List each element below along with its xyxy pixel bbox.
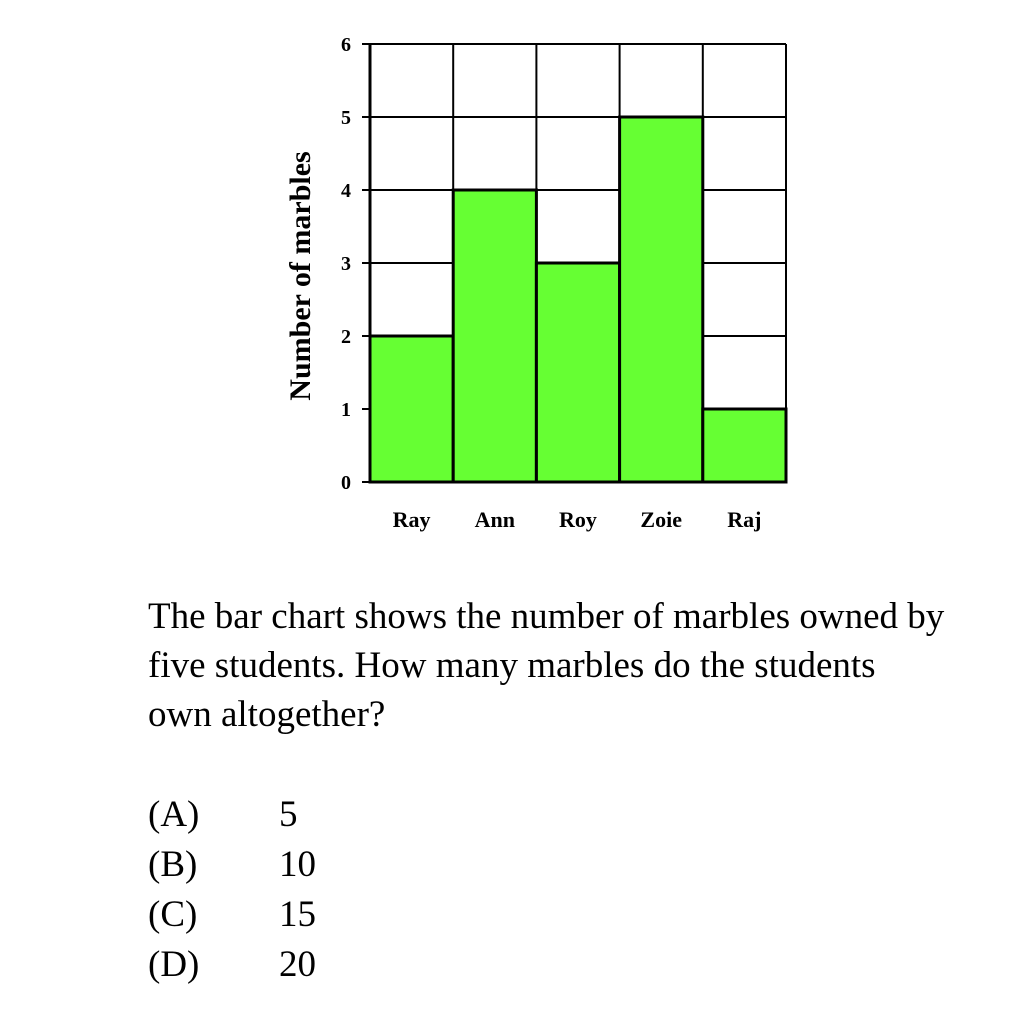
option-d-letter: (D) xyxy=(148,944,200,985)
x-tick-label-ann: Ann xyxy=(474,507,515,532)
x-tick-label-zoie: Zoie xyxy=(640,507,682,532)
option-c[interactable] xyxy=(148,890,316,940)
option-b-letter: (B) xyxy=(148,844,198,885)
y-tick-label-4: 4 xyxy=(341,180,351,202)
option-c-value: 15 xyxy=(279,894,316,935)
option-b-value: 10 xyxy=(279,844,316,885)
y-axis-title: Number of marbles xyxy=(284,151,317,401)
option-a[interactable] xyxy=(148,790,316,840)
x-tick-label-ray: Ray xyxy=(392,507,431,532)
y-tick-label-0: 0 xyxy=(341,472,351,494)
option-a-letter: (A) xyxy=(148,794,200,835)
x-tick-label-raj: Raj xyxy=(727,507,762,532)
bar-ann xyxy=(453,190,536,482)
y-tick-label-1: 1 xyxy=(341,399,351,421)
x-tick-label-roy: Roy xyxy=(559,507,597,532)
option-d-value: 20 xyxy=(279,944,316,985)
question-text: The bar chart shows the number of marbles owned by five students. How many marbles do the students own altogether? xyxy=(148,596,945,735)
option-d[interactable] xyxy=(148,940,316,990)
y-tick-label-3: 3 xyxy=(341,253,351,275)
option-b[interactable] xyxy=(148,840,316,890)
bar-ray xyxy=(370,336,453,482)
bar-roy xyxy=(536,263,619,482)
option-a-value: 5 xyxy=(279,794,298,835)
answer-options xyxy=(148,790,316,990)
option-c-letter: (C) xyxy=(148,894,198,935)
y-tick-label-6: 6 xyxy=(341,34,351,56)
bar-zoie xyxy=(620,117,703,482)
bar-raj xyxy=(703,409,786,482)
y-tick-label-5: 5 xyxy=(341,107,351,129)
y-tick-label-2: 2 xyxy=(341,326,351,348)
